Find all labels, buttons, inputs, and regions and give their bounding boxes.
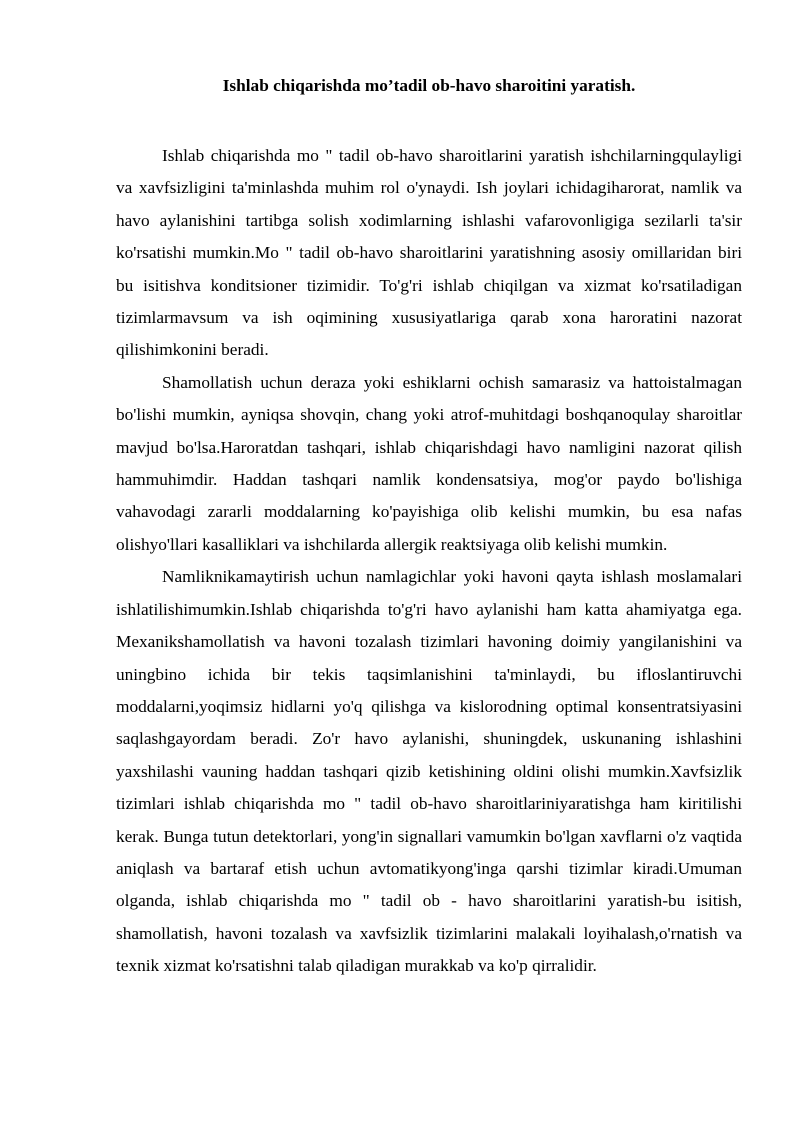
paragraph-air-circulation-safety: Namliknikamaytirish uchun namlagichlar yoki havoni qayta ishlash moslamalari ishlatilishimumkin.Ishlab chiqarishda to'g'ri havo aylanishi ham katta ahamiyatga ega. Mexanikshamollatish va havoni tozalash tizimlari havoning doimiy yangilanishini va uningbino ichida bir tekis taqsimlanishini ta'minlaydi, bu ifloslantiruvchi moddalarni,yoqimsiz hidlarni yo'q qilishga va kislorodning optimal konsentratsiyasini saqlashgayordam beradi. Zo'r havo aylanishi, shuningdek, uskunaning ishlashini yaxshilashi vauning haddan tashqari qizib ketishining oldini olishi mumkin.Xavfsizlik tizimlari ishlab chiqarishda mo " tadil ob-havo sharoitlariniyaratishga ham kiritilishi kerak. Bunga tutun detektorlari, yong'in signallari vamumkin bo'lgan xavflarni o'z vaqtida aniqlash va bartaraf etish uchun avtomatikyong'inga qarshi tizimlar kiradi.Umuman olganda, ishlab chiqarishda mo " tadil ob - havo sharoitlarini yaratish-bu isitish, shamollatish, havoni tozalash va xavfsizlik tizimlarini malakali loyihalash,o'rnatish va texnik xizmat ko'rsatishni talab qiladigan murakkab va ko'p qirralidir. [116,567,742,976]
paragraph-ventilation-humidity: Shamollatish uchun deraza yoki eshiklarni ochish samarasiz va hattoistalmagan bo'lishi mumkin, ayniqsa shovqin, chang yoki atrof-muhitdagi boshqanoqulay sharoitlar mavjud bo'lsa.Haroratdan tashqari, ishlab chiqarishdagi havo namligini nazorat qilish hammuhimdir. Haddan tashqari namlik kondensatsiya, mog'or paydo bo'lishiga vahavodagi zararli moddalarning ko'payishiga olib kelishi mumkin, bu esa nafas olishyo'llari kasalliklari va ishchilarda allergik reaktsiyaga olib kelishi mumkin. [116,372,742,554]
document-body [116,140,742,983]
paragraph-heating: Ishlab chiqarishda mo " tadil ob-havo sharoitlarini yaratish ishchilarningqulayligi va xavfsizligini ta'minlashda muhim rol o'ynaydi. Ish joylari ichidagiharorat, namlik va havo aylanishini tartibga solish xodimlarning ishlashi vafarovonligiga sezilarli ta'sir ko'rsatishi mumkin.Mo " tadil ob-havo sharoitlarini yaratishning asosiy omillaridan biri bu isitishva konditsioner tizimidir. To'g'ri ishlab chiqilgan va xizmat ko'rsatiladigan tizimlarmavsum va ish oqimining xususiyatlariga qarab xona haroratini nazorat qilishimkonini beradi. [116,146,742,360]
document-title: Ishlab chiqarishda mo’tadil ob-havo sharoitini yaratish. [222,76,636,95]
